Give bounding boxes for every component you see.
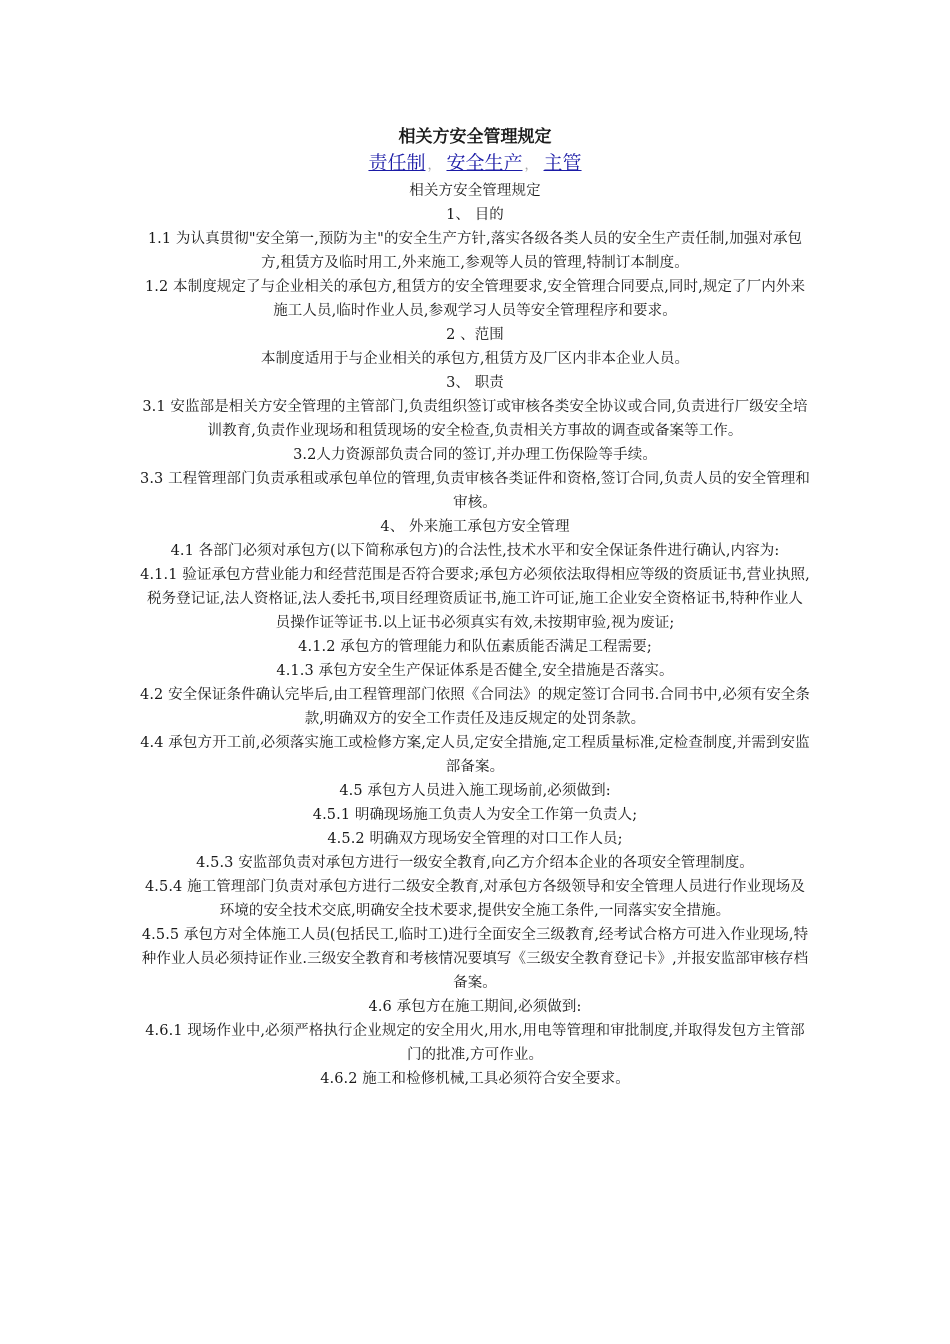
- body-paragraph: 4.5.2 明确双方现场安全管理的对口工作人员;: [327, 831, 623, 847]
- document-title: 相关方安全管理规定: [398, 127, 552, 147]
- body-paragraph: 4.1.2 承包方的管理能力和队伍素质能否满足工程需要;: [298, 639, 652, 655]
- body-paragraph: 4.6 承包方在施工期间,必须做到:: [368, 999, 582, 1015]
- body-paragraph: 3.3 工程管理部门负责承租或承包单位的管理,负责审核各类证件和资格,签订合同,负责人员的安全管理和审核。: [140, 471, 810, 511]
- body-paragraph: 3.2人力资源部负责合同的签订,并办理工伤保险等手续。: [293, 447, 657, 463]
- tag-list: [140, 150, 810, 179]
- tag-link-anquanshengchan[interactable]: 安全生产: [446, 152, 523, 174]
- body-paragraph: 4.5.4 施工管理部门负责对承包方进行二级安全教育,对承包方各级领导和安全管理人员进行作业现场及环境的安全技术交底,明确安全技术要求,提供安全施工条件,一同落实安全措施。: [144, 879, 805, 919]
- body-paragraph: 4.5.3 安监部负责对承包方进行一级安全教育,向乙方介绍本企业的各项安全管理制度。: [196, 855, 754, 871]
- body-paragraph: 4.5.5 承包方对全体施工人员(包括民工,临时工)进行全面安全三级教育,经考试合格方可进入作业现场,特种作业人员必须持证作业.三级安全教育和考核情况要填写《三级安全教育登记卡》,并报安监部审核存档备案。: [141, 927, 809, 991]
- body-paragraph: 4.1 各部门必须对承包方(以下简称承包方)的合法性,技术水平和安全保证条件进行确认,内容为:: [170, 543, 780, 559]
- document-body: [140, 179, 810, 1091]
- body-paragraph: 4.1.3 承包方安全生产保证体系是否健全,安全措施是否落实。: [276, 663, 674, 679]
- body-paragraph: 3、 职责: [446, 375, 504, 391]
- body-paragraph: 1、 目的: [446, 207, 504, 223]
- body-paragraph: 4.6.1 现场作业中,必须严格执行企业规定的安全用火,用水,用电等管理和审批制度,并取得发包方主管部门的批准,方可作业。: [145, 1023, 805, 1063]
- body-paragraph: 4.5 承包方人员进入施工现场前,必须做到:: [339, 783, 611, 799]
- tag-link-zhuguan[interactable]: 主管: [543, 152, 582, 174]
- tag-separator: ，: [524, 158, 538, 173]
- body-paragraph: 4.2 安全保证条件确认完毕后,由工程管理部门依照《合同法》的规定签订合同书.合同书中,必须有安全条款,明确双方的安全工作责任及违反规定的处罚条款。: [140, 687, 810, 727]
- body-paragraph: 本制度适用于与企业相关的承包方,租赁方及厂区内非本企业人员。: [260, 351, 690, 367]
- body-paragraph: 4.6.2 施工和检修机械,工具必须符合安全要求。: [320, 1071, 630, 1087]
- tag-separator: ，: [427, 158, 441, 173]
- tag-link-zerenzhi[interactable]: 责任制: [368, 152, 426, 174]
- body-paragraph: 1.2 本制度规定了与企业相关的承包方,租赁方的安全管理要求,安全管理合同要点,同时,规定了厂内外来施工人员,临时作业人员,参观学习人员等安全管理程序和要求。: [144, 279, 806, 319]
- body-paragraph: 4.4 承包方开工前,必须落实施工或检修方案,定人员,定安全措施,定工程质量标准,定检查制度,并需到安监部备案。: [140, 735, 810, 775]
- body-paragraph: 4.1.1 验证承包方营业能力和经营范围是否符合要求;承包方必须依法取得相应等级的资质证书,营业执照,税务登记证,法人资格证,法人委托书,项目经理资质证书,施工许可证,施工企业安全资格证书,特种作业人员操作证等证书.以上证书必须真实有效,未按期审验,视为废证;: [140, 567, 810, 631]
- body-paragraph: 3.1 安监部是相关方安全管理的主管部门,负责组织签订或审核各类安全协议或合同,负责进行厂级安全培训教育,负责作业现场和租赁现场的安全检查,负责相关方事故的调查或备案等工作。: [142, 399, 808, 439]
- document-page: [140, 124, 810, 1091]
- body-paragraph: 4、 外来施工承包方安全管理: [380, 519, 570, 535]
- body-paragraph: 4.5.1 明确现场施工负责人为安全工作第一负责人;: [312, 807, 638, 823]
- document-subtitle: 相关方安全管理规定: [409, 183, 541, 199]
- body-paragraph: 1.1 为认真贯彻"安全第一,预防为主"的安全生产方针,落实各级各类人员的安全生产责任制,加强对承包方,租赁方及临时用工,外来施工,参观等人员的管理,特制订本制度。: [147, 231, 803, 271]
- body-paragraph: 2 、范围: [446, 327, 504, 343]
